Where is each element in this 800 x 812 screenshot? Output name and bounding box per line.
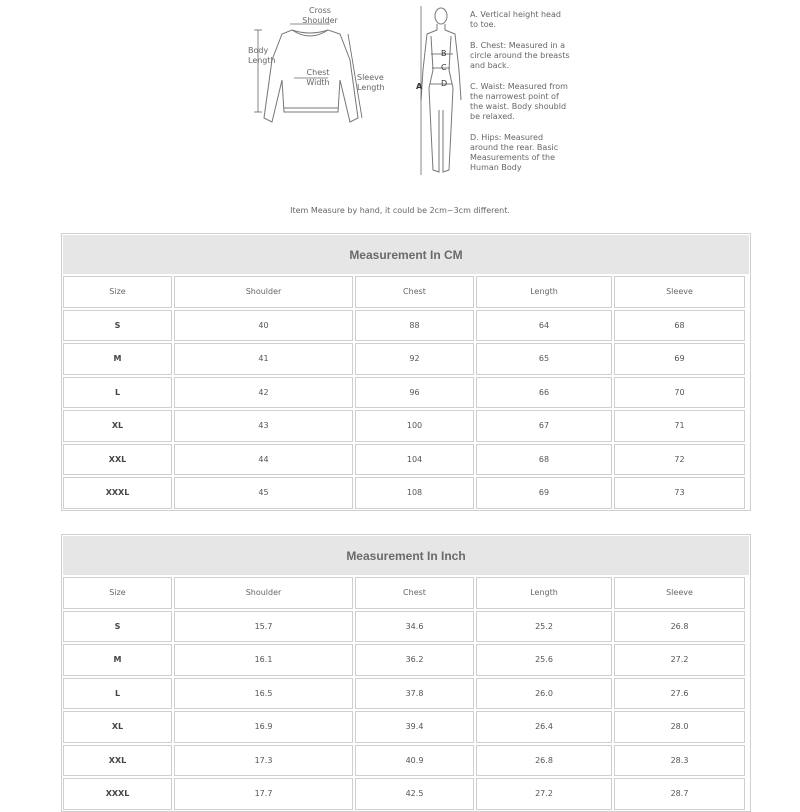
table-cell: 39.4 [355, 711, 474, 743]
size-cell: S [63, 611, 172, 643]
table-cell: 16.9 [174, 711, 353, 743]
size-cell: L [63, 377, 172, 409]
table-row [62, 610, 750, 644]
table-cell: 44 [174, 444, 353, 476]
table-cell: 64 [476, 310, 612, 342]
size-cell: XXXL [63, 778, 172, 810]
column-header: Shoulder [174, 577, 353, 609]
table-cell: 100 [355, 410, 474, 442]
table-cell: 68 [614, 310, 745, 342]
legend-item-c: C. Waist: Measured from the narrowest point of the waist. Body shoubld be relaxed. [470, 82, 568, 121]
table-cell: 28.0 [614, 711, 745, 743]
table-row [62, 342, 750, 376]
measurement-guide [0, 0, 800, 220]
table-cell: 65 [476, 343, 612, 375]
table-cell: 40 [174, 310, 353, 342]
table-cell: 27.6 [614, 678, 745, 710]
size-cell: L [63, 678, 172, 710]
body-letter-c: C [441, 63, 447, 72]
column-header: Chest [355, 276, 474, 308]
table-cell: 92 [355, 343, 474, 375]
table-cell: 104 [355, 444, 474, 476]
table-cell: 43 [174, 410, 353, 442]
body-letter-b: B [441, 49, 447, 58]
table-cell: 16.5 [174, 678, 353, 710]
table-row [62, 443, 750, 477]
table-cell: 17.7 [174, 778, 353, 810]
table-cell: 25.6 [476, 644, 612, 676]
table-cell: 73 [614, 477, 745, 509]
cross-shoulder-label: Cross Shoulder [302, 6, 338, 25]
table-cell: 28.7 [614, 778, 745, 810]
size-cell: M [63, 343, 172, 375]
legend-item-d: D. Hips: Measured around the rear. Basic Measurements of the Human Body [470, 133, 559, 172]
table-row [62, 476, 750, 510]
table-cell: 69 [476, 477, 612, 509]
table-cell: 69 [614, 343, 745, 375]
table-header-row [62, 275, 750, 309]
size-table-inch [61, 534, 751, 812]
column-header: Sleeve [614, 577, 745, 609]
table-cell: 72 [614, 444, 745, 476]
table-row [62, 409, 750, 443]
table-cell: 28.3 [614, 745, 745, 777]
table-cell: 27.2 [614, 644, 745, 676]
table-cell: 66 [476, 377, 612, 409]
size-cell: M [63, 644, 172, 676]
table-header-row [62, 576, 750, 610]
table-cell: 25.2 [476, 611, 612, 643]
size-cell: XL [63, 410, 172, 442]
table-cell: 108 [355, 477, 474, 509]
table-row [62, 777, 750, 811]
table-cell: 67 [476, 410, 612, 442]
table-row [62, 710, 750, 744]
table-cell: 88 [355, 310, 474, 342]
column-header: Size [63, 577, 172, 609]
table-cell: 26.8 [614, 611, 745, 643]
size-table-cm [61, 233, 751, 511]
size-cell: XXXL [63, 477, 172, 509]
table-cell: 36.2 [355, 644, 474, 676]
chest-width-label: Chest Width [306, 68, 330, 87]
table-cell: 26.0 [476, 678, 612, 710]
measure-note: Item Measure by hand, it could be 2cm~3cm different. [290, 206, 510, 215]
table-cell: 26.8 [476, 745, 612, 777]
table-title: Measurement In Inch [62, 535, 750, 576]
table-row [62, 309, 750, 343]
table-cell: 37.8 [355, 678, 474, 710]
table-cell: 70 [614, 377, 745, 409]
size-cell: XL [63, 711, 172, 743]
table-row [62, 643, 750, 677]
sleeve-length-label: Sleeve Length [357, 73, 385, 92]
table-cell: 16.1 [174, 644, 353, 676]
table-cell: 71 [614, 410, 745, 442]
legend-item-b: B. Chest: Measured in a circle around the breasts and back. [470, 41, 570, 70]
body-length-label: Body Length [248, 46, 276, 65]
table-cell: 42.5 [355, 778, 474, 810]
size-cell: XXL [63, 444, 172, 476]
table-cell: 42 [174, 377, 353, 409]
body-letter-d: D [441, 79, 448, 88]
table-row [62, 376, 750, 410]
column-header: Length [476, 577, 612, 609]
table-title: Measurement In CM [62, 234, 750, 275]
table-cell: 96 [355, 377, 474, 409]
table-row [62, 677, 750, 711]
column-header: Size [63, 276, 172, 308]
table-cell: 41 [174, 343, 353, 375]
body-diagram [415, 0, 465, 185]
table-cell: 27.2 [476, 778, 612, 810]
column-header: Length [476, 276, 612, 308]
column-header: Chest [355, 577, 474, 609]
body-letter-a: A [416, 82, 423, 91]
legend-item-a: A. Vertical height head to toe. [470, 10, 561, 29]
table-cell: 40.9 [355, 745, 474, 777]
table-cell: 34.6 [355, 611, 474, 643]
table-cell: 17.3 [174, 745, 353, 777]
size-cell: S [63, 310, 172, 342]
table-row [62, 744, 750, 778]
table-cell: 15.7 [174, 611, 353, 643]
table-cell: 26.4 [476, 711, 612, 743]
table-cell: 45 [174, 477, 353, 509]
table-cell: 68 [476, 444, 612, 476]
size-cell: XXL [63, 745, 172, 777]
measurement-legend [470, 10, 570, 184]
column-header: Sleeve [614, 276, 745, 308]
column-header: Shoulder [174, 276, 353, 308]
